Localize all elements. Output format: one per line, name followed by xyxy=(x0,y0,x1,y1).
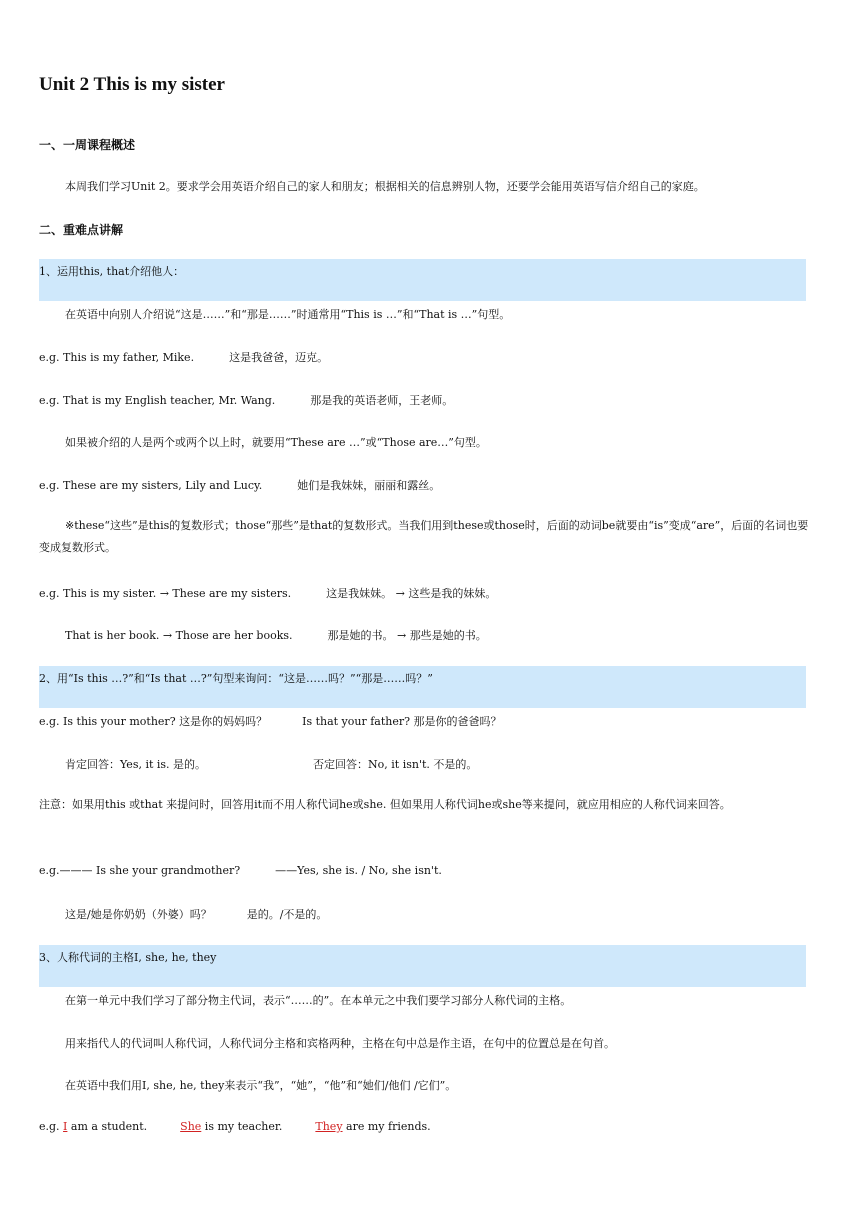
example-line xyxy=(39,1120,431,1133)
point-3-line-3: 在英语中我们用I, she, he, they来表示“我”，“她”，“他”和“她们/他们 /它们”。 xyxy=(65,1079,457,1092)
example-rest: is my teacher. xyxy=(204,1120,283,1133)
example-line xyxy=(39,349,328,365)
point-3-heading-band xyxy=(39,945,806,987)
example-answer-chinese: 是的。/不是的。 xyxy=(246,908,328,921)
pronoun-highlight: I xyxy=(63,1120,68,1133)
example-question-1: e.g. Is this your mother? 这是你的妈妈吗？ xyxy=(39,715,268,728)
point-2-note: 注意：如果用this 或that 来提问时，回答用it而不用人称代词he或she. 但如果用人称代词he或she等来提问，就应用相应的人称代词来回答。 xyxy=(39,798,731,811)
example-english: e.g. These are my sisters, Lily and Lucy. xyxy=(39,479,263,492)
section-heading-overview: 一、一周课程概述 xyxy=(39,138,136,152)
point-1-note: ※these“这些”是this的复数形式；those“那些”是that的复数形式。当我们用到these或those时，后面的动词be就要由“is”变成“are”，后面的名词也要变成复数形式。 xyxy=(39,519,809,554)
intro-text: 本周我们学习Unit 2。要求学会用英语介绍自己的家人和朋友；根据相关的信息辨别人物，还要学会能用英语写信介绍自己的家庭。 xyxy=(65,180,705,193)
positive-answer: 肯定回答：Yes, it is. 是的。 xyxy=(65,758,207,771)
document-title: Unit 2 This is my sister xyxy=(39,74,225,95)
example-line xyxy=(65,627,487,643)
point-3-line-1: 在第一单元中我们学习了部分物主代词，表示“……的”。在本单元之中我们要学习部分人称代词的主格。 xyxy=(65,994,572,1007)
example-chinese: 那是我的英语老师，王老师。 xyxy=(310,394,454,407)
example-chinese: 这是我爸爸，迈克。 xyxy=(229,351,329,364)
point-1-plural-explanation: 如果被介绍的人是两个或两个以上时，就要用“These are …”或“Those are…”句型。 xyxy=(65,436,487,449)
negative-answer: 否定回答：No, it isn't. 不是的。 xyxy=(313,758,478,771)
pronoun-highlight: She xyxy=(180,1120,202,1133)
example-chinese: 这是我妹妹。 → 这些是我的妹妹。 xyxy=(326,587,497,600)
example-question-2: Is that your father? 那是你的爸爸吗？ xyxy=(302,715,502,728)
answer-line xyxy=(65,756,477,772)
point-1-heading-band xyxy=(39,259,806,301)
point-2-heading: 2、用“Is this …?”和“Is that …?”句型来询问：“这是……吗？”“那是……吗？” xyxy=(39,672,433,685)
example-answer: ——Yes, she is. / No, she isn't. xyxy=(275,864,442,877)
point-3-heading: 3、人称代词的主格I, she, he, they xyxy=(39,951,217,964)
example-question-chinese: 这是/她是你奶奶（外婆）吗？ xyxy=(65,908,212,921)
example-chinese: 那是她的书。 → 那些是她的书。 xyxy=(327,629,487,642)
example-english: e.g. This is my sister. → These are my sisters. xyxy=(39,587,292,600)
point-3-line-2: 用来指代人的代词叫人称代词，人称代词分主格和宾格两种，主格在句中总是作主语，在句中的位置总是在句首。 xyxy=(65,1037,615,1050)
point-2-heading-band xyxy=(39,666,806,708)
example-english: e.g. This is my father, Mike. xyxy=(39,351,195,364)
point-1-heading: 1、运用this, that介绍他人： xyxy=(39,265,185,278)
point-1-explanation: 在英语中向别人介绍说“这是……”和“那是……”时通常用“This is …”和“That is …”句型。 xyxy=(65,308,511,321)
section-heading-key-points: 二、重难点讲解 xyxy=(39,223,124,237)
example-question: e.g.——— Is she your grandmother? xyxy=(39,864,241,877)
example-english: e.g. That is my English teacher, Mr. Wang. xyxy=(39,394,276,407)
example-line xyxy=(39,713,502,729)
example-rest: are my friends. xyxy=(346,1120,431,1133)
example-line xyxy=(39,392,453,408)
example-english: That is her book. → Those are her books. xyxy=(65,629,293,642)
example-line xyxy=(39,585,496,601)
example-chinese: 她们是我妹妹，丽丽和露丝。 xyxy=(297,479,441,492)
example-rest: am a student. xyxy=(70,1120,148,1133)
pronoun-highlight: They xyxy=(315,1120,343,1133)
example-prefix: e.g. xyxy=(39,1120,60,1133)
example-line xyxy=(39,864,442,877)
example-line xyxy=(65,906,327,922)
example-line xyxy=(39,477,440,493)
